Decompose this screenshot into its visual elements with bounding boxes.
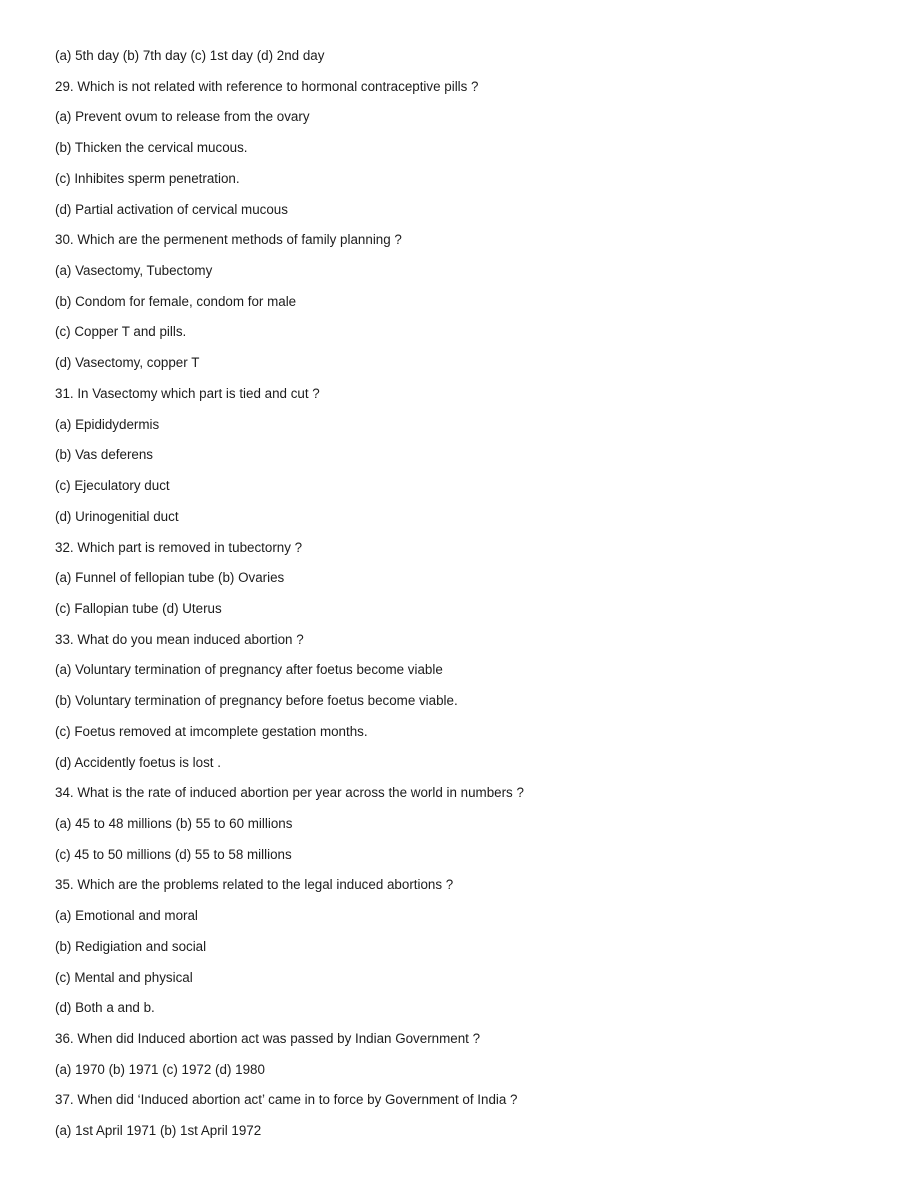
option-29a: (a) Prevent ovum to release from the ovary xyxy=(55,109,310,125)
options-36: (a) 1970 (b) 1971 (c) 1972 (d) 1980 xyxy=(55,1061,265,1077)
question-text-block xyxy=(55,46,875,1152)
question-34: 34. What is the rate of induced abortion per year across the world in numbers ? xyxy=(55,785,524,801)
question-35: 35. Which are the problems related to the legal induced abortions ? xyxy=(55,877,454,893)
option-30c: (c) Copper T and pills. xyxy=(55,324,187,340)
option-33d: (d) Accidently foetus is lost . xyxy=(55,754,221,770)
options-32ab: (a) Funnel of fellopian tube (b) Ovaries xyxy=(55,570,285,586)
option-31a: (a) Epididydermis xyxy=(55,416,160,432)
question-33: 33. What do you mean induced abortion ? xyxy=(55,631,304,647)
option-33a: (a) Voluntary termination of pregnancy after foetus become viable xyxy=(55,662,443,678)
option-30d: (d) Vasectomy, copper T xyxy=(55,355,200,371)
options-34cd: (c) 45 to 50 millions (d) 55 to 58 millions xyxy=(55,846,292,862)
question-37: 37. When did ‘Induced abortion act’ came in to force by Government of India ? xyxy=(55,1092,518,1108)
option-30a: (a) Vasectomy, Tubectomy xyxy=(55,263,213,279)
question-36: 36. When did Induced abortion act was passed by Indian Government ? xyxy=(55,1031,481,1046)
option-29b: (b) Thicken the cervical mucous. xyxy=(55,140,248,156)
option-33c: (c) Foetus removed at imcomplete gestation months. xyxy=(55,723,368,739)
option-31d: (d) Urinogenitial duct xyxy=(55,508,179,524)
question-30: 30. Which are the permenent methods of family planning ? xyxy=(55,232,402,248)
question-29: 29. Which is not related with reference to hormonal contraceptive pills ? xyxy=(55,78,479,94)
option-35c: (c) Mental and physical xyxy=(55,969,193,985)
option-35b: (b) Redigiation and social xyxy=(55,938,207,954)
option-35a: (a) Emotional and moral xyxy=(55,908,198,924)
option-29d: (d) Partial activation of cervical mucous xyxy=(55,201,288,217)
options-37ab: (a) 1st April 1971 (b) 1st April 1972 xyxy=(55,1123,262,1139)
option-31b: (b) Vas deferens xyxy=(55,447,153,463)
option-30b: (b) Condom for female, condom for male xyxy=(55,293,297,309)
question-32: 32. Which part is removed in tubectorny ? xyxy=(55,539,303,555)
options-32cd: (c) Fallopian tube (d) Uterus xyxy=(55,600,222,616)
option-29c: (c) Inhibites sperm penetration. xyxy=(55,170,240,186)
options-34ab: (a) 45 to 48 millions (b) 55 to 60 millions xyxy=(55,815,293,831)
option-33b: (b) Voluntary termination of pregnancy before foetus become viable. xyxy=(55,693,458,709)
answer-options-q28: (a) 5th day (b) 7th day (c) 1st day (d) 2nd day xyxy=(55,48,325,63)
question-31: 31. In Vasectomy which part is tied and cut ? xyxy=(55,385,320,401)
option-31c: (c) Ejeculatory duct xyxy=(55,478,170,494)
option-35d: (d) Both a and b. xyxy=(55,1000,155,1016)
